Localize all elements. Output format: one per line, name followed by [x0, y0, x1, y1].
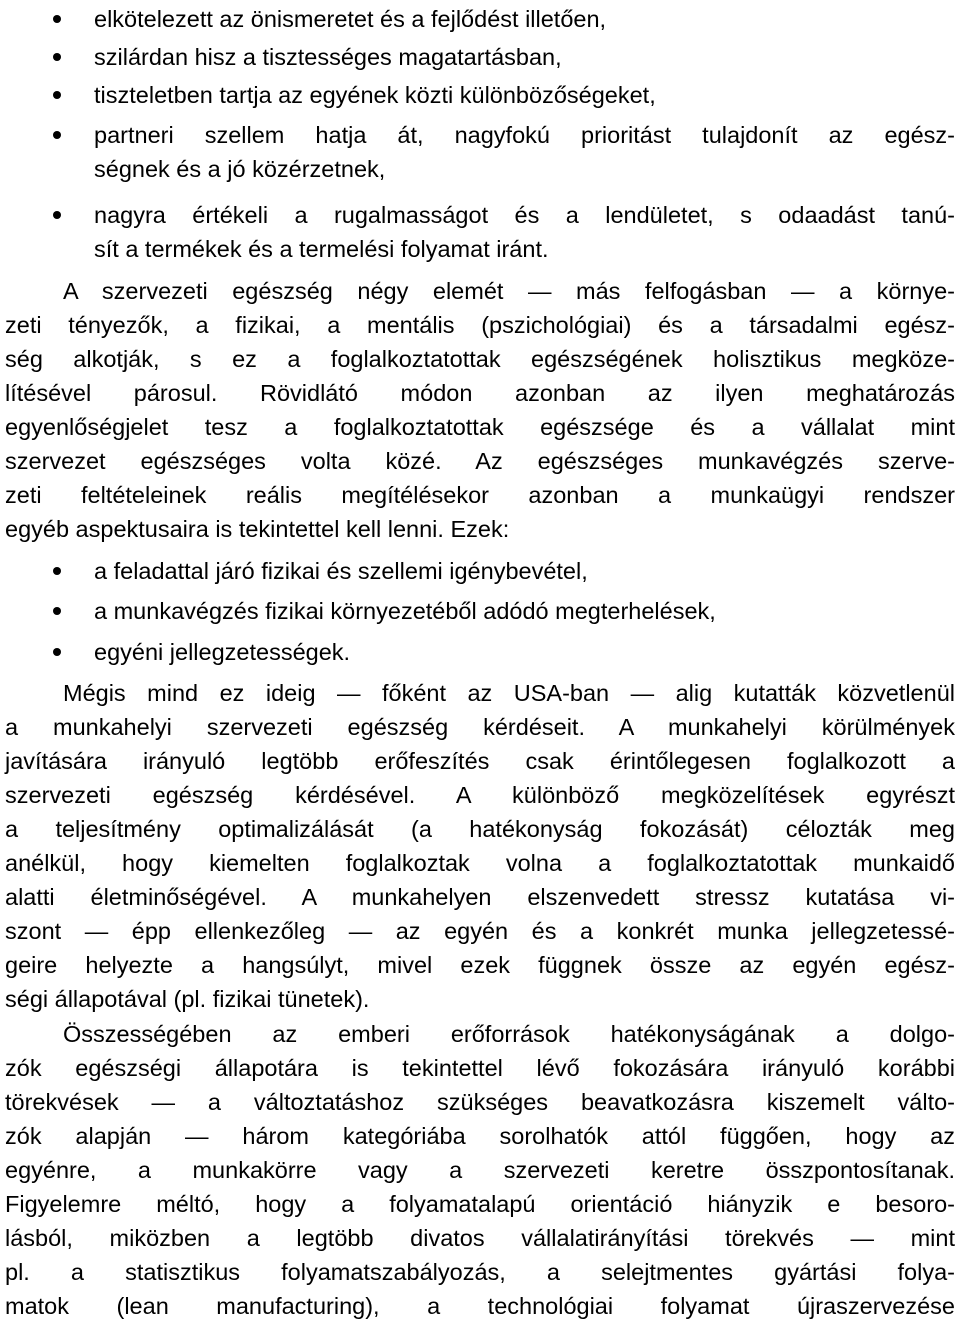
- paragraph-line: javítására irányuló legtöbb erőfeszítés csak érintőlegesen foglalkozott a: [5, 748, 955, 774]
- paragraph-line: Figyelemre méltó, hogy a folyamatalapú orientáció hiányzik e besoro-: [5, 1191, 955, 1217]
- list-item: tiszteletben tartja az egyének közti különbözőségeket,: [94, 82, 656, 108]
- list-item: szilárdan hisz a tisztességes magatartásban,: [94, 44, 562, 70]
- paragraph-line: A szervezeti egészség négy elemét — más felfogásban — a környe-: [63, 278, 955, 304]
- paragraph-line: egyénre, a munkakörre vagy a szervezeti keretre összpontosítanak.: [5, 1157, 955, 1183]
- paragraph-line: ség alkotják, s ez a foglalkoztatottak egészségének holisztikus megköze-: [5, 346, 955, 372]
- paragraph-line: zeti feltételeinek reális megítélésekor azonban a munkaügyi rendszer: [5, 482, 955, 508]
- list-item: a feladattal járó fizikai és szellemi igénybevétel,: [94, 558, 588, 584]
- bullet-icon: [53, 53, 61, 61]
- list-item: a munkavégzés fizikai környezetéből adódó megterhelések,: [94, 598, 716, 624]
- paragraph-line: szervezeti egészség kérdésével. A különböző megközelítések egyrészt: [5, 782, 955, 808]
- bullet-icon: [53, 648, 61, 656]
- paragraph-line: törekvések — a változtatáshoz szükséges beavatkozásra kiszemelt válto-: [5, 1089, 955, 1115]
- paragraph-line: matok (lean manufacturing), a technológiai folyamat újraszervezése: [5, 1293, 955, 1319]
- paragraph-line: a teljesítmény optimalizálását (a hatékonyság fokozását) célozták meg: [5, 816, 955, 842]
- bullet-icon: [53, 567, 61, 575]
- paragraph-line: ségi állapotával (pl. fizikai tünetek).: [5, 986, 370, 1012]
- paragraph-line: alatti életminőségével. A munkahelyen elszenvedett stressz kutatása vi-: [5, 884, 955, 910]
- list-item-continuation: sít a termékek és a termelési folyamat iránt.: [94, 236, 549, 262]
- paragraph-line: zók alapján — három kategóriába sorolhatók attól függően, hogy az: [5, 1123, 955, 1149]
- bullet-icon: [53, 131, 61, 139]
- paragraph-line: anélkül, hogy kiemelten foglalkoztak volna a foglalkoztatottak munkaidő: [5, 850, 955, 876]
- paragraph-line: egyéb aspektusaira is tekintettel kell lenni. Ezek:: [5, 516, 510, 542]
- paragraph-line: Mégis mind ez ideig — főként az USA-ban — alig kutatták közvetlenül: [63, 680, 955, 706]
- paragraph-line: a munkahelyi szervezeti egészség kérdéseit. A munkahelyi körülmények: [5, 714, 955, 740]
- list-item-continuation: ségnek és a jó közérzetnek,: [94, 156, 386, 182]
- paragraph-line: lásból, miközben a legtöbb divatos vállalatirányítási törekvés — mint: [5, 1225, 955, 1251]
- paragraph-line: szervezet egészséges volta közé. Az egészséges munkavégzés szerve-: [5, 448, 955, 474]
- paragraph-line: geire helyezte a hangsúlyt, mivel ezek függnek össze az egyén egész-: [5, 952, 955, 978]
- list-item: elkötelezett az önismeretet és a fejlődést illetően,: [94, 6, 607, 32]
- bullet-icon: [53, 211, 61, 219]
- paragraph-line: szont — épp ellenkezőleg — az egyén és a konkrét munka jellegzetessé-: [5, 918, 955, 944]
- paragraph-line: egyenlőségjelet tesz a foglalkoztatottak egészsége és a vállalat mint: [5, 414, 955, 440]
- paragraph-line: lítésével párosul. Rövidlátó módon azonban az ilyen meghatározás: [5, 380, 955, 406]
- list-item: egyéni jellegzetességek.: [94, 639, 351, 665]
- list-item: nagyra értékeli a rugalmasságot és a lendületet, s odaadást tanú-: [94, 202, 955, 228]
- paragraph-line: Összességében az emberi erőforrások hatékonyságának a dolgo-: [63, 1021, 955, 1047]
- bullet-icon: [53, 607, 61, 615]
- list-item: partneri szellem hatja át, nagyfokú prioritást tulajdonít az egész-: [94, 122, 955, 148]
- bullet-icon: [53, 15, 61, 23]
- paragraph-line: pl. a statisztikus folyamatszabályozás, a selejtmentes gyártási folya-: [5, 1259, 955, 1285]
- paragraph-line: zeti tényezők, a fizikai, a mentális (pszichológiai) és a társadalmi egész-: [5, 312, 955, 338]
- bullet-icon: [53, 91, 61, 99]
- paragraph-line: zók egészségi állapotára is tekintettel lévő fokozására irányuló korábbi: [5, 1055, 955, 1081]
